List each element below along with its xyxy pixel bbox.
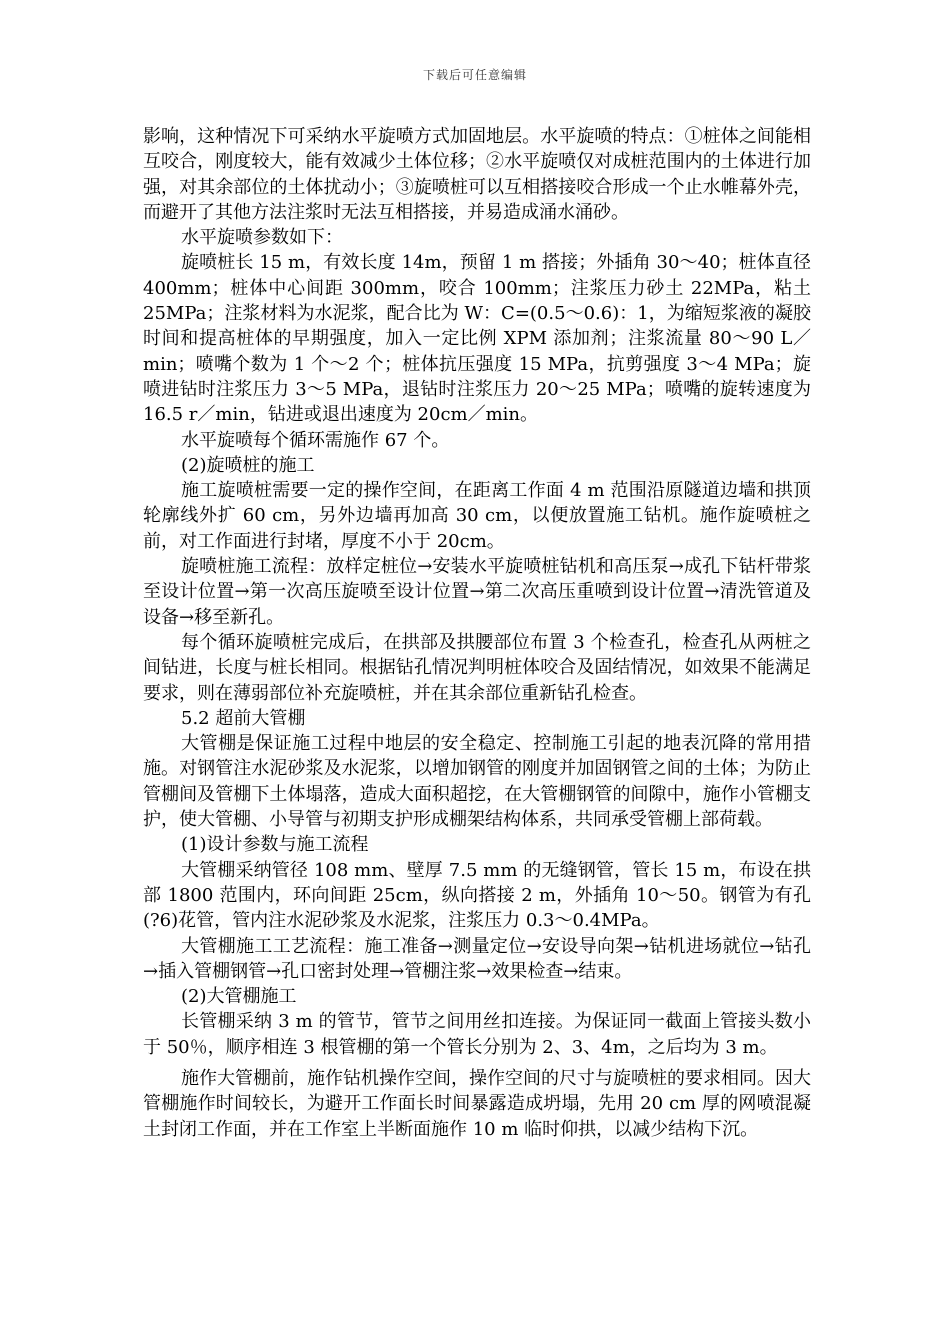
paragraph-pipe-roof-flow: 大管棚施工工艺流程：施工准备→测量定位→安设导向架→钻机进场就位→钻孔→插入管棚钢管→孔口密封处理→管棚注浆→效果检查→结束。 <box>143 935 811 982</box>
paragraph-work-space: 施工旋喷桩需要一定的操作空间，在距离工作面 4 m 范围沿原隧道边墙和拱顶轮廓线外扩 60 cm，另外边墙再加高 30 cm，以便放置施工钻机。施作旋喷桩之前，对工作面进行封堵，厚度不小于 20cm。 <box>143 480 811 552</box>
heading-design-params: (1)设计参数与施工流程 <box>181 834 369 856</box>
heading-pipe-roof-construction: (2)大管棚施工 <box>181 986 297 1008</box>
paragraph-params-intro: 水平旋喷参数如下： <box>181 227 343 249</box>
paragraph-pre-construction: 施作大管棚前，施作钻机操作空间，操作空间的尺寸与旋喷桩的要求相同。因大管棚施作时间较长，为避开工作面长时间暴露造成坍塌，先用 20 cm 厚的网喷混凝土封闭工作面，并在工作室上半断面施作 10 m 临时仰拱，以减少结构下沉。 <box>143 1067 811 1140</box>
paragraph-jet-grout-params: 旋喷桩长 15 m，有效长度 14m，预留 1 m 搭接；外插角 30～40；桩体直径 400mm；桩体中心间距 300mm，咬合 100mm；注浆压力砂土 22MPa，粘土 25MPa；注浆材料为水泥浆，配合比为 W：C=(0.5～0.6)：1，为缩短浆液的凝胶时间和提高桩体的早期强度，加入一定比例 XPM 添加剂；注浆流量 80～90 L／min；喷嘴个数为 1 个～2 个；桩体抗压强度 15 MPa，抗剪强度 3～4 MPa；旋喷进钻时注浆压力 3～5 MPa，退钻时注浆压力 20～25 MPa；喷嘴的旋转速度为 16.5 r／min，钻进或退出速度为 20cm／min。 <box>143 252 811 426</box>
page-header: 下载后可任意编辑 <box>422 68 527 82</box>
paragraph-pipe-roof-intro: 大管棚是保证施工过程中地层的安全稳定、控制施工引起的地表沉降的常用措施。对钢管注水泥砂浆及水泥浆，以增加钢管的刚度并加固钢管之间的土体；为防止管棚间及管棚下土体塌落，造成大面积超挖，在大管棚钢管的间隙中，施作小管棚支护，使大管棚、小导管与初期支护形成棚架结构体系，共同承受管棚上部荷载。 <box>143 733 811 831</box>
document-body <box>143 124 811 1142</box>
section-heading-pipe-roof: 5.2 超前大管棚 <box>181 707 306 729</box>
paragraph-pipe-sections: 长管棚采纳 3 m 的管节，管节之间用丝扣连接。为保证同一截面上管接头数小于 50％，顺序相连 3 根管棚的第一个管长分别为 2、3、4m，之后均为 3 m。 <box>143 1011 811 1058</box>
heading-jet-grout-construction: (2)旋喷桩的施工 <box>181 454 315 476</box>
paragraph-inspection: 每个循环旋喷桩完成后，在拱部及拱腰部位布置 3 个检查孔，检查孔从两桩之间钻进，长度与桩长相同。根据钻孔情况判明桩体咬合及固结情况，如效果不能满足要求，则在薄弱部位补充旋喷桩，并在其余部位重新钻孔检查。 <box>143 631 811 704</box>
paragraph-pipe-specs: 大管棚采纳管径 108 mm、壁厚 7.5 mm 的无缝钢管，管长 15 m，布设在拱部 1800 范围内，环向间距 25cm，纵向搭接 2 m，外插角 10～50。钢管为有孔(?6)花管，管内注水泥砂浆及水泥浆，注浆压力 0.3～0.4MPa。 <box>143 859 811 932</box>
paragraph-continuation: 影响，这种情况下可采纳水平旋喷方式加固地层。水平旋喷的特点：①桩体之间能相互咬合，刚度较大，能有效减少土体位移；②水平旋喷仅对成桩范围内的土体进行加强，对其余部位的土体扰动小；③旋喷桩可以互相搭接咬合形成一个止水帷幕外壳，而避开了其他方法注浆时无法互相搭接，并易造成涌水涌砂。 <box>143 126 811 223</box>
paragraph-construction-flow: 旋喷桩施工流程：放样定桩位→安装水平旋喷桩钻机和高压泵→成孔下钻杆带浆至设计位置→第一次高压旋喷至设计位置→第二次高压重喷到设计位置→清洗管道及设备→移至新孔。 <box>143 556 811 628</box>
paragraph-cycle-count: 水平旋喷每个循环需施作 67 个。 <box>181 429 450 451</box>
